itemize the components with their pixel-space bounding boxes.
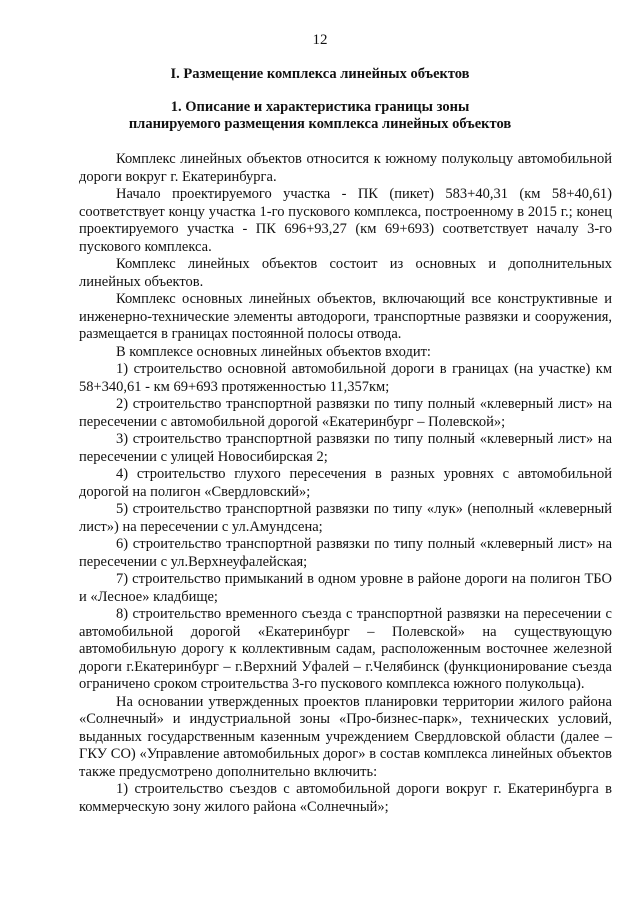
paragraph: Комплекс основных линейных объектов, включающий все конструктивные и инженерно-технические элементы автодороги, транспортные развязки и сооружения, размещается в границах постоянной полосы отвода. <box>79 291 612 342</box>
list-item-text: строительство примыканий в одном уровне в районе дороги на полигон ТБО и «Лесное» кладбище; <box>79 571 613 605</box>
list-item-number: 6) <box>116 536 129 552</box>
list-item <box>79 606 612 694</box>
list-item-text: строительство съездов с автомобильной дороги вокруг г. Екатеринбурга в коммерческую зону жилого района «Солнечный»; <box>79 781 613 815</box>
page-number: 12 <box>312 32 328 48</box>
list-item <box>79 361 612 396</box>
list-item <box>79 396 612 431</box>
list-item <box>79 571 612 606</box>
paragraph: На основании утвержденных проектов планировки территории жилого района «Солнечный» и индустриальной зоны «Про-бизнес-парк», технических условий, выданных государственным казенным учреждением Свердловской области (далее – ГКУ СО) «Управление автомобильных дорог» в состав комплекса линейных объектов также предусмотрено дополнительно включить: <box>79 693 612 780</box>
paragraph: Начало проектируемого участка - ПК (пикет) 583+40,31 (км 58+40,61) соответствует концу участка 1-го пускового комплекса, построенному в 2015 г.; конец проектируемого участка - ПК 696+93,27 (км 69+693) соответствует началу 3-го пускового комплекса. <box>79 186 612 255</box>
list-item-number: 7) <box>116 571 129 587</box>
list-item-text: строительство глухого пересечения в разных уровнях с автомобильной дорогой на полигон «Свердловский»; <box>79 466 613 500</box>
list-item-number: 8) <box>116 606 129 622</box>
section-title: I. Размещение комплекса линейных объектов <box>170 66 470 82</box>
list-item-text: строительство временного съезда с транспортной развязки на пересечении с автомобильной дорогой «Екатеринбург – Полевской» на существующую автомобильную дорогу к коллективным садам, расположенным восточнее железной дороги г.Екатеринбург – г.Верхний Уфалей – г.Челябинск (функционирование съезда ограничено сроком строительства 3-го пускового комплекса южного полукольца). <box>79 606 612 692</box>
subsection-title-line-2: планируемого размещения комплекса линейных объектов <box>128 116 512 132</box>
list-item <box>79 536 612 571</box>
list-item-number: 1) <box>116 361 129 377</box>
body-text <box>79 151 612 816</box>
paragraph: Комплекс линейных объектов состоит из основных и дополнительных линейных объектов. <box>79 256 612 290</box>
list-item-text: строительство транспортной развязки по типу полный «клеверный лист» на пересечении с улицей Новосибирская 2; <box>79 431 613 465</box>
list-item-text: строительство транспортной развязки по типу «лук» (неполный «клеверный лист») на пересечении с ул.Амундсена; <box>79 501 613 535</box>
list-item <box>79 501 612 536</box>
list-item-number: 4) <box>116 466 129 482</box>
paragraph: Комплекс линейных объектов относится к южному полукольцу автомобильной дороги вокруг г. Екатеринбурга. <box>79 151 612 185</box>
list-item <box>79 431 612 466</box>
paragraph: В комплексе основных линейных объектов входит: <box>116 343 431 360</box>
list-item <box>79 466 612 501</box>
list-item-number: 3) <box>116 431 129 447</box>
list-item <box>79 781 612 816</box>
list-item-number: 2) <box>116 396 129 412</box>
list-item-number: 1) <box>116 781 129 797</box>
list-item-text: строительство транспортной развязки по типу полный «клеверный лист» на пересечении с автомобильной дорогой «Екатеринбург – Полевской»; <box>79 396 613 430</box>
list-item-text: строительство основной автомобильной дороги в границах (на участке) км 58+340,61 - км 69+693 протяженностью 11,357км; <box>79 361 613 395</box>
subsection-title-line-1: 1. Описание и характеристика границы зоны <box>170 99 470 115</box>
list-item-number: 5) <box>116 501 129 517</box>
list-item-text: строительство транспортной развязки по типу полный «клеверный лист» на пересечении с ул.Верхнеуфалейская; <box>79 536 613 570</box>
subsection-title <box>0 99 640 133</box>
